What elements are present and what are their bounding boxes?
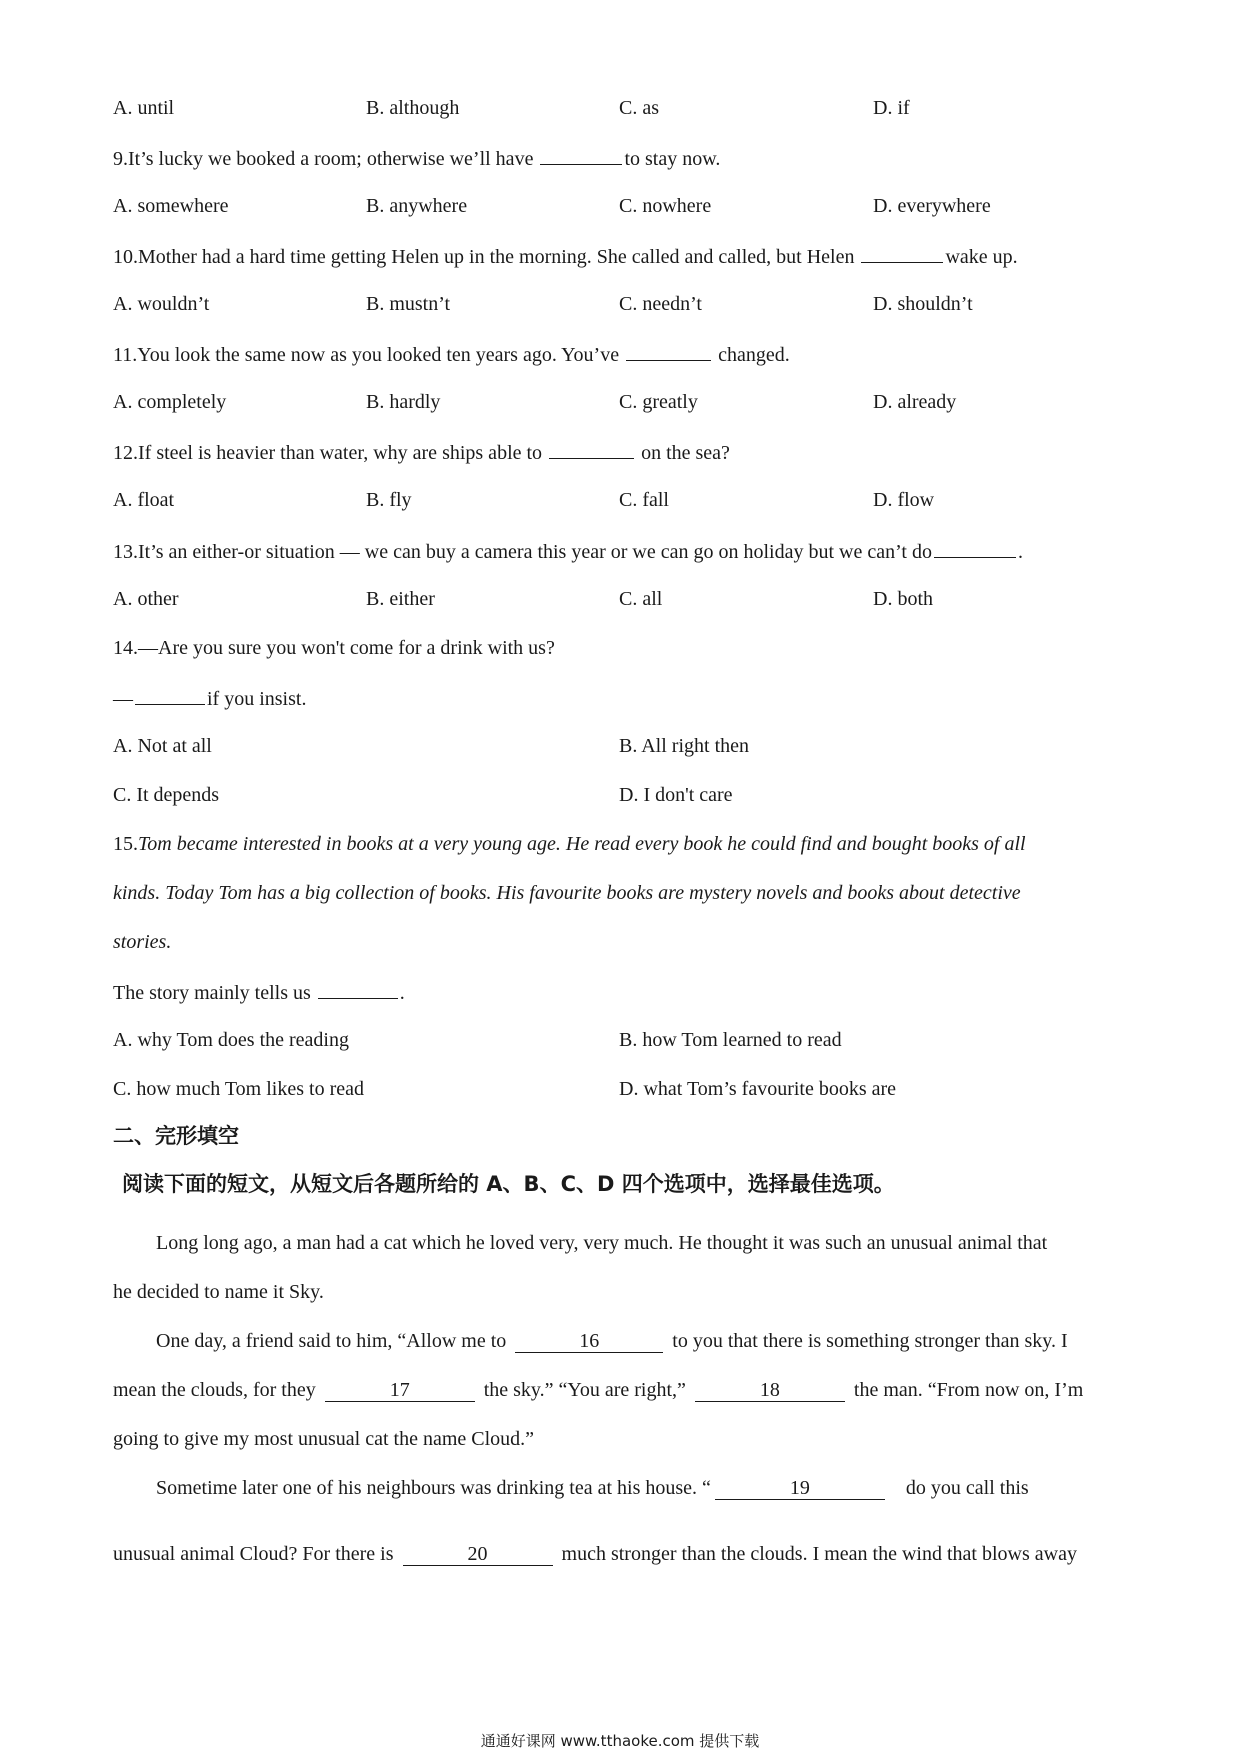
q13-stem-end: . xyxy=(1017,541,1023,563)
q15-option-a: A. why Tom does the reading xyxy=(113,1029,349,1051)
cloze-blank-16: 16 xyxy=(515,1330,663,1353)
passage-text: Sometime later one of his neighbours was drinking tea at his house. “ xyxy=(156,1477,711,1499)
q15-number: 15. xyxy=(113,833,138,855)
q11-option-d: D. already xyxy=(873,391,957,413)
q12-stem: 12.If steel is heavier than water, why are ships able to xyxy=(113,442,543,464)
q8-option-d: D. if xyxy=(873,97,910,119)
q15-option-d: D. what Tom’s favourite books are xyxy=(619,1078,897,1100)
q10-option-d: D. shouldn’t xyxy=(873,293,973,315)
q14-reply-end: if you insist. xyxy=(207,688,307,710)
q13-option-a: A. other xyxy=(113,588,179,610)
question-12 xyxy=(113,438,730,466)
q15-passage: Tom became interested in books at a very young age. He read every book he could find and bought books of all xyxy=(138,833,1026,855)
page-footer: 通通好课网 www.tthaoke.com 提供下载 xyxy=(480,1732,760,1750)
q13-option-b: B. either xyxy=(366,588,435,610)
q15-option-c: C. how much Tom likes to read xyxy=(113,1078,364,1100)
cloze-blank-18: 18 xyxy=(695,1379,845,1402)
q13-option-c: C. all xyxy=(619,588,663,610)
answer-blank xyxy=(540,144,622,165)
q9-option-c: C. nowhere xyxy=(619,195,712,217)
passage-line: Long long ago, a man had a cat which he loved very, very much. He thought it was such an unusual animal that xyxy=(156,1232,1048,1254)
passage-line xyxy=(113,1475,1176,1501)
answer-blank xyxy=(861,242,943,263)
q15-option-b: B. how Tom learned to read xyxy=(619,1029,842,1051)
question-15-text-line-2: kinds. Today Tom has a big collection of books. His favourite books are mystery novels and books about detective xyxy=(113,882,1021,904)
q15-stem: The story mainly tells us xyxy=(113,982,311,1004)
passage-text: the man. “From now on, I’m xyxy=(853,1379,1084,1401)
question-13 xyxy=(113,537,1023,565)
question-15-stem xyxy=(113,978,405,1006)
passage-line xyxy=(113,1328,1176,1354)
passage-line xyxy=(113,1541,1133,1567)
answer-blank xyxy=(318,978,398,999)
passage-line xyxy=(113,1377,1133,1403)
question-14-reply xyxy=(113,684,306,712)
q14-option-a: A. Not at all xyxy=(113,735,212,757)
q12-option-c: C. fall xyxy=(619,489,669,511)
q12-option-d: D. flow xyxy=(873,489,935,511)
q11-option-b: B. hardly xyxy=(366,391,441,413)
q10-option-b: B. mustn’t xyxy=(366,293,451,315)
answer-blank xyxy=(934,537,1016,558)
q8-option-a: A. until xyxy=(113,97,175,119)
cloze-blank-17: 17 xyxy=(325,1379,475,1402)
cloze-blank-20: 20 xyxy=(403,1543,553,1566)
section-title: 二、完形填空 xyxy=(113,1124,239,1148)
q12-option-a: A. float xyxy=(113,489,175,511)
q9-option-b: B. anywhere xyxy=(366,195,468,217)
question-15-text-line-3: stories. xyxy=(113,931,172,953)
passage-line: he decided to name it Sky. xyxy=(113,1281,324,1303)
q13-option-d: D. both xyxy=(873,588,933,610)
q9-stem: 9.It’s lucky we booked a room; otherwise we’ll have xyxy=(113,148,534,170)
question-15-text-line-1 xyxy=(113,831,1026,857)
passage-line: going to give my most unusual cat the name Cloud.” xyxy=(113,1428,535,1450)
q10-option-a: A. wouldn’t xyxy=(113,293,210,315)
passage-text: the sky.” “You are right,” xyxy=(483,1379,686,1401)
q12-option-b: B. fly xyxy=(366,489,412,511)
q11-stem: 11.You look the same now as you looked ten years ago. You’ve xyxy=(113,344,620,366)
q10-stem: 10.Mother had a hard time getting Helen up in the morning. She called and called, but Helen xyxy=(113,246,855,268)
passage-text: to you that there is something stronger than sky. I xyxy=(672,1330,1068,1352)
q10-stem-end: wake up. xyxy=(945,246,1018,268)
passage-text: unusual animal Cloud? For there is xyxy=(113,1543,394,1565)
q8-option-b: B. although xyxy=(366,97,460,119)
q10-option-c: C. needn’t xyxy=(619,293,702,315)
passage-text: much stronger than the clouds. I mean the wind that blows away xyxy=(561,1543,1077,1565)
q14-option-d: D. I don't care xyxy=(619,784,733,806)
q14-option-b: B. All right then xyxy=(619,735,749,757)
question-14: 14.—Are you sure you won't come for a drink with us? xyxy=(113,637,555,659)
passage-text: One day, a friend said to him, “Allow me to xyxy=(156,1330,507,1352)
q14-option-c: C. It depends xyxy=(113,784,220,806)
q14-dash: — xyxy=(113,688,133,710)
passage-text: mean the clouds, for they xyxy=(113,1379,316,1401)
q8-option-c: C. as xyxy=(619,97,659,119)
question-9 xyxy=(113,144,720,172)
answer-blank xyxy=(549,438,634,459)
q11-stem-end: changed. xyxy=(718,344,790,366)
q9-option-d: D. everywhere xyxy=(873,195,991,217)
cloze-blank-19: 19 xyxy=(715,1477,885,1500)
q11-option-a: A. completely xyxy=(113,391,227,413)
passage-text: do you call this xyxy=(905,1477,1029,1499)
q12-stem-end: on the sea? xyxy=(641,442,730,464)
answer-blank xyxy=(135,684,205,705)
section-instruction: 阅读下面的短文，从短文后各题所给的 A、B、C、D 四个选项中，选择最佳选项。 xyxy=(122,1172,895,1196)
q15-stem-end: . xyxy=(399,982,405,1004)
q13-stem: 13.It’s an either-or situation — we can buy a camera this year or we can go on holiday but we can’t do xyxy=(113,541,932,563)
q9-option-a: A. somewhere xyxy=(113,195,229,217)
answer-blank xyxy=(626,340,711,361)
question-11 xyxy=(113,340,790,368)
q9-stem-end: to stay now. xyxy=(624,148,721,170)
question-10 xyxy=(113,242,1018,270)
q11-option-c: C. greatly xyxy=(619,391,698,413)
